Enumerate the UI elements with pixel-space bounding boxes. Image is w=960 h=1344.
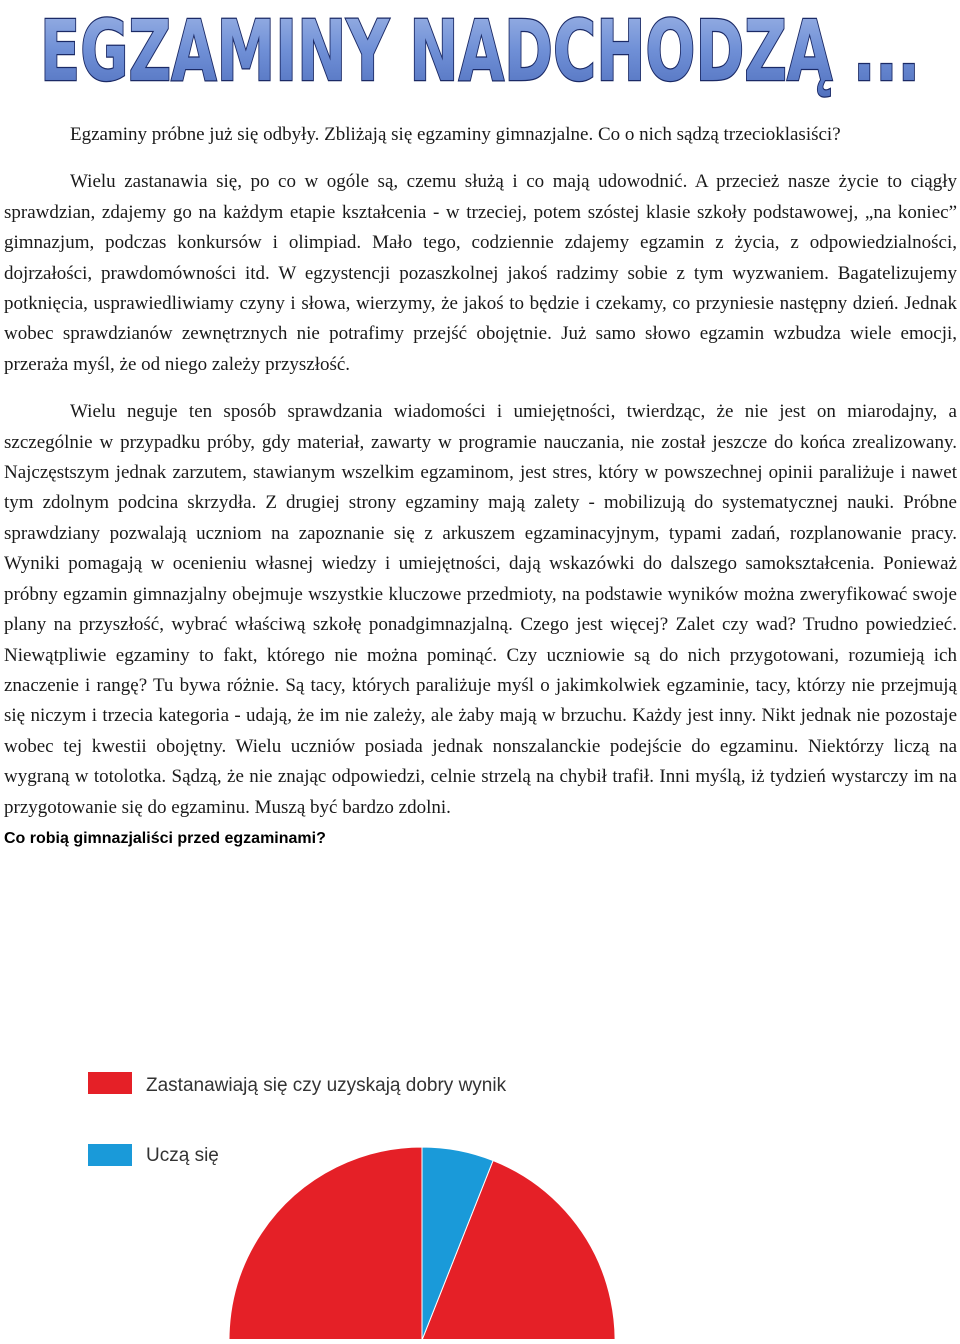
- body-paragraph-1: Wielu zastanawia się, po co w ogóle są, czemu służą i co mają udowodnić. A przecież nasze życie to ciągły sprawdzian, zdajemy go na każdym etapie kształcenia - w trzeciej, potem szóstej klasie szkoły podstawowej, „na koniec” gimnazjum, podczas konkursów i olimpiad. Mało tego, codziennie zdajemy egzamin z życia, z odpowiedzialności, dojrzałości, prawdomówności itd. W egzystencji pozaszkolnej jakoś radzimy sobie z tym wyzwaniem. Bagatelizujemy potknięcia, usprawiedliwiamy czyny i słowa, wierzymy, że jakoś to będzie i czekamy, co przyniesie następny dzień. Jednak wobec sprawdzianów zewnętrznych nie potrafimy przejść obojętnie. Już samo słowo egzamin wzbudza wiele emocji, przeraża myśl, że od niego zależy przyszłość.: [4, 171, 957, 375]
- legend-item-1: [88, 1144, 219, 1166]
- intro-paragraph: Egzaminy próbne już się odbyły. Zbliżają się egzaminy gimnazjalne. Co o nich sądzą trzecioklasiści?: [70, 124, 841, 145]
- legend-item-0: [88, 1072, 507, 1096]
- body-paragraph-2: Wielu neguje ten sposób sprawdzania wiadomości i umiejętności, twierdząc, że nie jest on miarodajny, a szczególnie w przypadku próby, gdy materiał, zawarty w programie nauczania, nie został jeszcze do końca zrealizowany. Najczęstszym jednak zarzutem, stawianym wszelkim egzaminom, jest stres, który w powszechnej opinii paraliżuje i nawet tym zdolnym podcina skrzydła. Z drugiej strony egzaminy mają zalety - mobilizują do systematycznej nauki. Próbne sprawdziany pozwalają uczniom na zapoznanie się z arkuszem egzaminacyjnym, typami zadań, rozplanowanie pracy. Wyniki pomagają w ocenieniu własnej wiedzy i umiejętności, dają wskazówki do dalszego samokształcenia. Ponieważ próbny egzamin gimnazjalny obejmuje wszystkie kluczowe przedmioty, na podstawie wyników można zweryfikować swoje plany na przyszłość, wybrać właściwą szkołę ponadgimnazjalną. Czego jest więcej? Zalet czy wad? Trudno powiedzieć. Niewątpliwie egzaminy to fakt, którego nie można pominąć. Czy uczniowie są do nich przygotowani, rozumieją ich znaczenie i rangę? Tu bywa różnie. Są tacy, których paraliżuje myśl o jakimkolwiek egzaminie, tacy, którzy nie przejmują się niczym i trzecia kategoria - udają, że im nie zależy, ale żaby mają w brzuchu. Każdy jest inny. Nikt jednak nie pozostaje wobec tej kwestii obojętny. Wielu uczniów posiada jednak nonszalanckie podejście do egzaminu. Niektórzy liczą na wygraną w totolotka. Sądzą, że nie znając odpowiedzi, celnie strzelą na chybił trafił. Inni myślą, iż tydzień wystarczy im na przygotowanie się do egzaminu. Muszą być bardzo zdolni.: [4, 401, 957, 818]
- legend-swatch-0: [88, 1072, 132, 1094]
- chart-heading: Co robią gimnazjaliści przed egzaminami?: [4, 829, 326, 847]
- pie-slices: [229, 1147, 615, 1339]
- legend-swatch-1: [88, 1144, 132, 1166]
- legend-label-1: Uczą się: [146, 1145, 219, 1166]
- pie-chart: [0, 1040, 960, 1339]
- legend-label-0: Zastanawiają się czy uzyskają dobry wynik: [146, 1075, 507, 1096]
- page-title-banner: [0, 0, 960, 105]
- page-title-graphic: [0, 0, 960, 105]
- pie-chart-svg: [0, 1040, 960, 1339]
- article-body: [4, 120, 957, 851]
- page-title: EGZAMINY NADCHODZĄ ...: [40, 2, 920, 100]
